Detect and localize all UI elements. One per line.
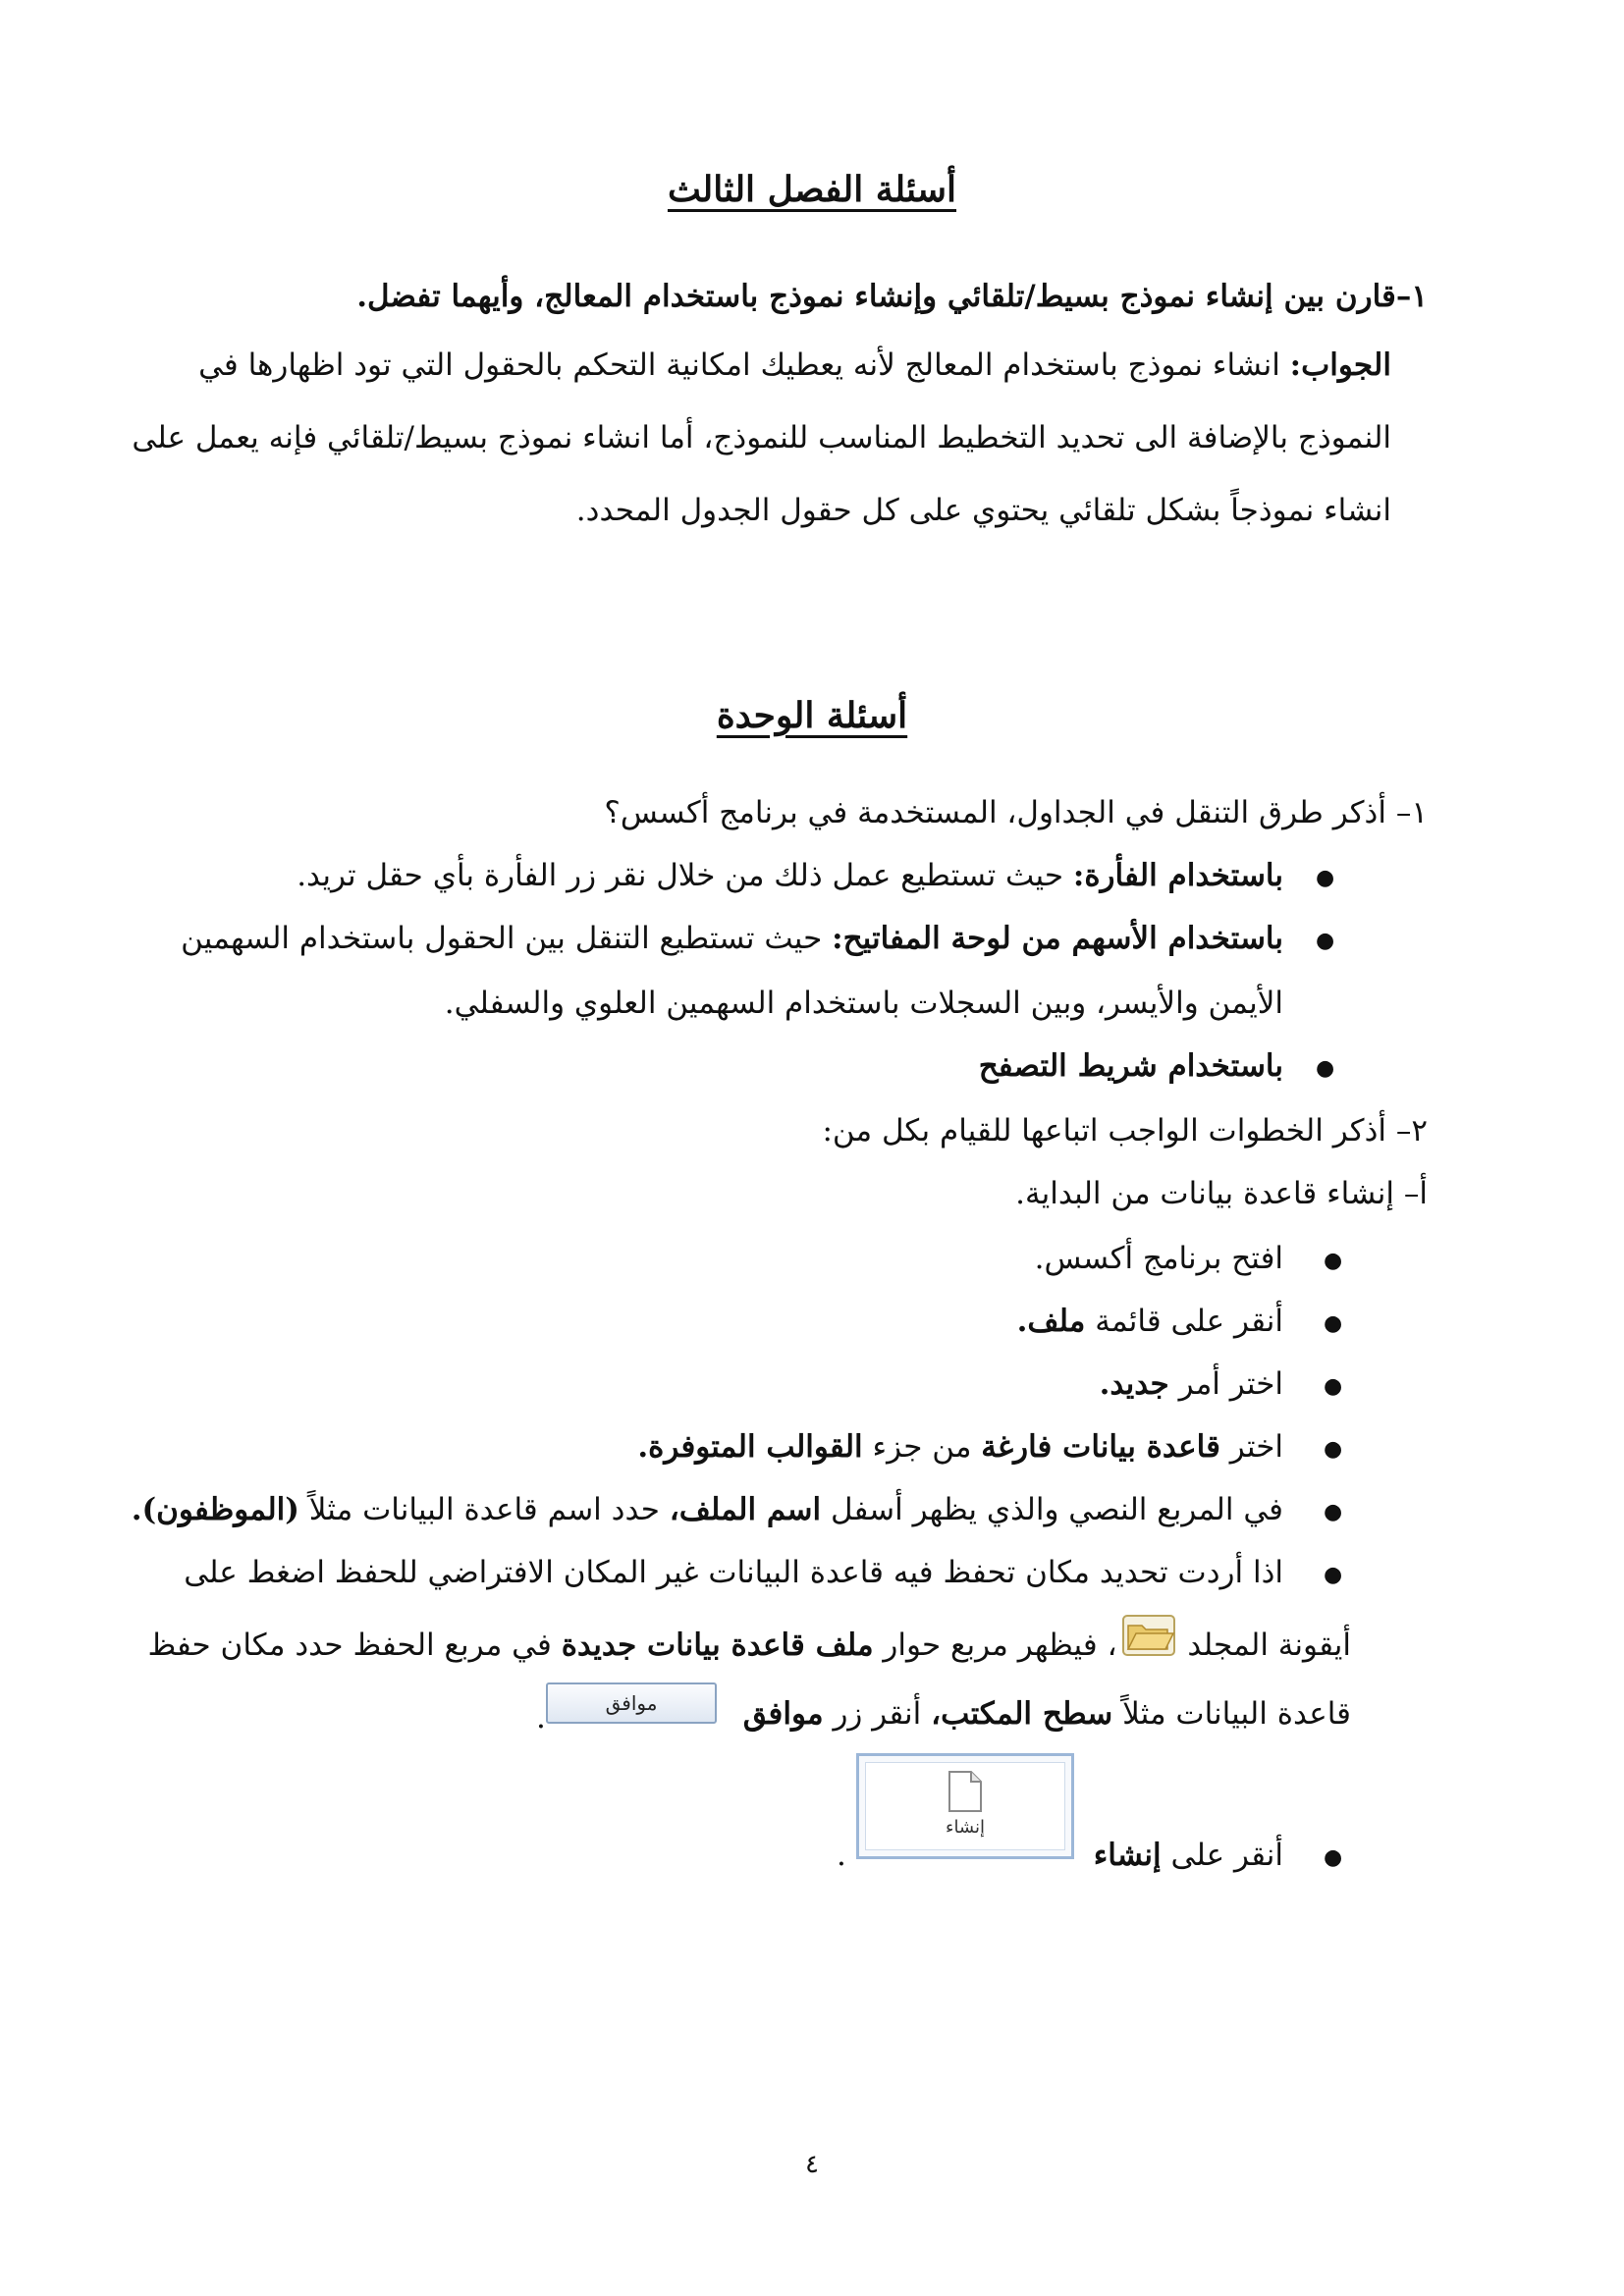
step-text: أنقر على قائمة xyxy=(1085,1304,1283,1339)
step-blank-database xyxy=(637,1427,1283,1467)
step-text: أيقونة المجلد xyxy=(1177,1628,1351,1663)
answer-line-3: انشاء نموذجاً بشكل تلقائي يحتوي على كل حقول الجدول المحدد. xyxy=(575,493,1391,528)
bullet-icon: ● xyxy=(1324,1845,1343,1870)
step-save-location-1: اذا أردت تحديد مكان تحفظ فيه قاعدة البيانات غير المكان الافتراضي للحفظ اضغط على xyxy=(184,1555,1283,1590)
step-bold: القوالب المتوفرة. xyxy=(637,1429,863,1465)
step-save-location-3 xyxy=(743,1694,1351,1734)
step-text: اختر أمر xyxy=(1168,1366,1283,1402)
answer-line-2: النموذج بالإضافة الى تحديد التخطيط المناسب للنموذج، أما انشاء نموذج بسيط/تلقائي فإنه يعمل على xyxy=(132,420,1391,455)
nav-method-keyboard xyxy=(181,919,1283,958)
step-create xyxy=(1094,1836,1283,1875)
bullet-icon: ● xyxy=(1324,1311,1343,1336)
bullet-icon: ● xyxy=(1324,1437,1343,1462)
step-new-command xyxy=(1100,1364,1283,1404)
chapter-questions-title: أسئلة الفصل الثالث xyxy=(667,169,957,210)
answer-text: انشاء نموذج باستخدام المعالج لأنه يعطيك امكانية التحكم بالحقول التي تود اظهارها في xyxy=(198,347,1290,383)
nav-method-keyboard-cont: الأيمن والأيسر، وبين السجلات باستخدام السهمين العلوي والسفلي. xyxy=(444,986,1283,1021)
nav-method-mouse xyxy=(297,856,1283,895)
bullet-icon: ● xyxy=(1316,929,1335,953)
step-text: من جزء xyxy=(862,1429,982,1465)
new-document-icon xyxy=(946,1770,985,1813)
step-bold: (الموظفون). xyxy=(131,1492,299,1527)
step-bold: ملف. xyxy=(1016,1304,1086,1339)
nav-method-keyboard-label: باستخدام الأسهم من لوحة المفاتيح: xyxy=(832,921,1283,956)
chapter-question-1 xyxy=(356,277,1428,316)
step-file-menu xyxy=(1017,1302,1283,1341)
step-text: ، فيظهر مربع حوار xyxy=(873,1628,1117,1663)
step-bold: قاعدة بيانات فارغة xyxy=(981,1429,1220,1465)
unit-question-2: ٢– أذكر الخطوات الواجب اتباعها للقيام بكل من: xyxy=(822,1113,1428,1148)
bullet-icon: ● xyxy=(1324,1500,1343,1524)
step-text: أنقر على xyxy=(1161,1838,1283,1873)
folder-open-icon xyxy=(1121,1612,1176,1657)
bullet-icon: ● xyxy=(1324,1563,1343,1587)
step-bold: جديد. xyxy=(1099,1366,1169,1402)
question-text: قارن بين إنشاء نموذج بسيط/تلقائي وإنشاء نموذج باستخدام المعالج، وأيهما تفضل. xyxy=(356,279,1396,314)
unit-questions-title: أسئلة الوحدة xyxy=(716,695,908,736)
step-bold: سطح المكتب، xyxy=(931,1696,1113,1732)
bullet-icon: ● xyxy=(1324,1249,1343,1273)
step-text: حدد اسم قاعدة البيانات مثلاً xyxy=(298,1492,670,1527)
step-bold: إنشاء xyxy=(1093,1838,1162,1873)
nav-method-keyboard-desc: حيث تستطيع التنقل بين الحقول باستخدام السهمين xyxy=(181,921,833,956)
step-open-access: افتح برنامج أكسس. xyxy=(1034,1241,1283,1276)
bullet-icon: ● xyxy=(1316,866,1335,890)
nav-method-mouse-label: باستخدام الفأرة: xyxy=(1072,858,1283,893)
step-bold: اسم الملف، xyxy=(669,1492,822,1527)
step-text: اختر xyxy=(1219,1429,1283,1465)
step-text: قاعدة البيانات مثلاً xyxy=(1112,1696,1351,1732)
question-number: ١– xyxy=(1395,279,1428,314)
period: . xyxy=(536,1700,546,1735)
step-bold: ملف قاعدة بيانات جديدة xyxy=(561,1628,874,1663)
period: . xyxy=(837,1838,846,1873)
bullet-icon: ● xyxy=(1324,1374,1343,1399)
nav-method-mouse-desc: حيث تستطيع عمل ذلك من خلال نقر زر الفأرة بأي حقل تريد. xyxy=(297,858,1073,893)
page-number: ٤ xyxy=(805,2150,819,2179)
step-text: في المربع النصي والذي يظهر أسفل xyxy=(821,1492,1283,1527)
create-button[interactable] xyxy=(856,1753,1074,1859)
unit-question-1: ١– أذكر طرق التنقل في الجداول، المستخدمة في برنامج أكسس؟ xyxy=(604,795,1428,830)
ok-button[interactable]: موافق xyxy=(546,1682,717,1724)
unit-question-2a: أ– إنشاء قاعدة بيانات من البداية. xyxy=(1015,1176,1428,1211)
bullet-icon: ● xyxy=(1316,1056,1335,1081)
step-text: أنقر زر xyxy=(823,1696,932,1732)
answer-line-1 xyxy=(198,346,1391,385)
step-file-name xyxy=(132,1490,1283,1529)
answer-label: الجواب: xyxy=(1289,347,1391,383)
nav-method-scrollbar: باستخدام شريط التصفح xyxy=(978,1048,1283,1084)
step-bold: موافق xyxy=(742,1696,824,1732)
step-text: في مربع الحفظ حدد مكان حفظ xyxy=(147,1628,562,1663)
create-button-label: إنشاء xyxy=(945,1817,986,1838)
